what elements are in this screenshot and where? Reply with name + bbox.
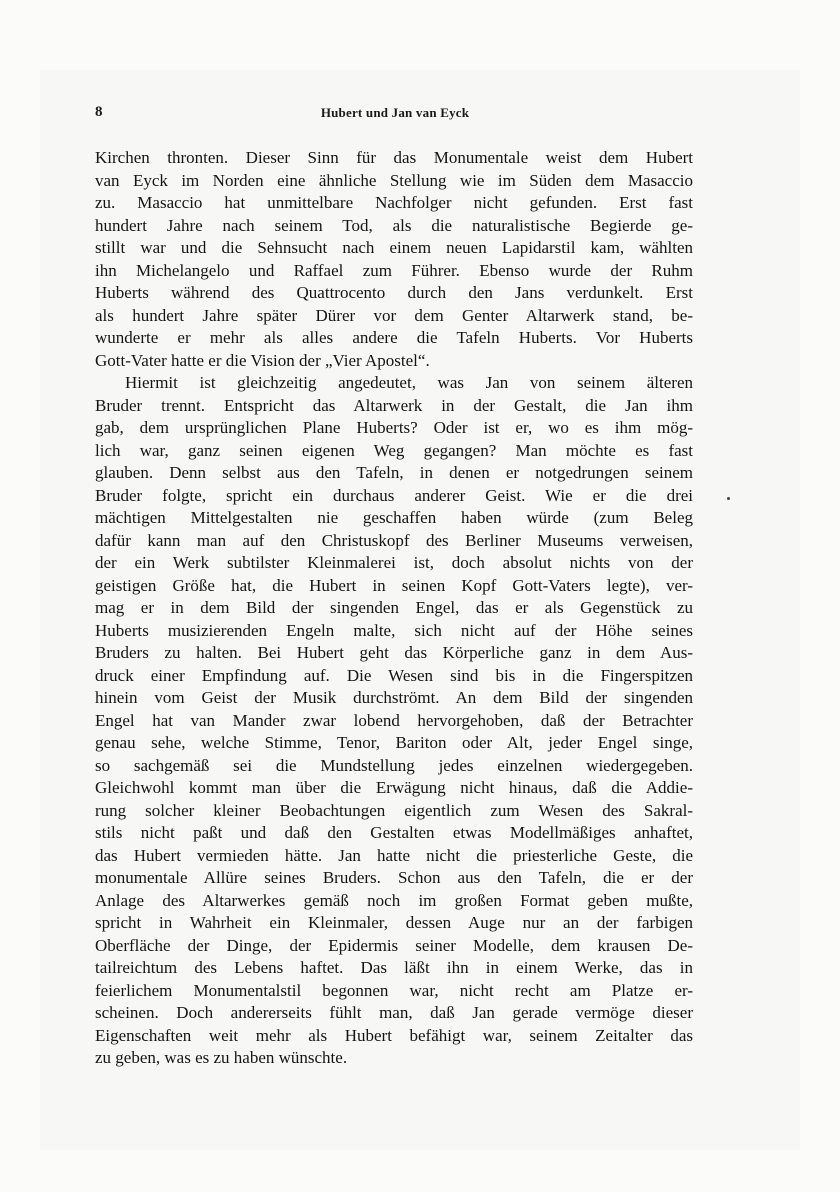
text-line: feierlichem Monumentalstil begonnen war, nicht recht am Platze er-	[95, 980, 693, 1000]
text-line: stils nicht paßt und daß den Gestalten etwas Modellmäßiges anhaftet,	[95, 823, 693, 842]
text-line: Bruder trennt. Entspricht das Altarwerk in der Gestalt, die Jan ihm	[95, 395, 693, 415]
text-line: zu geben, was es zu haben wünschte.	[95, 1048, 348, 1067]
text-line: Bruders zu halten. Bei Hubert geht das Körperliche ganz in dem Aus-	[95, 643, 693, 662]
text-line: Hiermit ist gleichzeitig angedeutet, was Jan von seinem älteren	[125, 373, 693, 392]
text-line: so sachgemäß sei die Mundstellung jedes einzelnen wiedergegeben.	[95, 755, 693, 775]
text-line: hinein vom Geist der Musik durchströmt. An dem Bild der singenden	[95, 688, 693, 707]
text-line: ihn Michelangelo und Raffael zum Führer. Ebenso wurde der Ruhm	[95, 260, 693, 280]
text-line: lich war, ganz seinen eigenen Weg gegangen? Man möchte es fast	[95, 440, 693, 460]
paragraph-2	[95, 372, 693, 1070]
text-line: dafür kann man auf den Christuskopf des Berliner Museums verweisen,	[95, 530, 693, 550]
text-line: mag er in dem Bild der singenden Engel, das er als Gegenstück zu	[95, 598, 693, 617]
text-line: gab, dem ursprünglichen Plane Huberts? Oder ist er, wo es ihm mög-	[95, 418, 693, 437]
text-line: hundert Jahre nach seinem Tod, als die naturalistische Begierde ge-	[95, 215, 693, 235]
text-line: genau sehe, welche Stimme, Tenor, Bariton oder Alt, jeder Engel singe,	[95, 733, 693, 752]
running-head	[95, 104, 695, 126]
text-line: Gleichwohl kommt man über die Erwägung nicht hinaus, daß die Addie-	[95, 778, 693, 797]
page-number: 8	[95, 104, 103, 120]
text-line: mächtigen Mittelgestalten nie geschaffen haben würde (zum Beleg	[95, 508, 693, 527]
text-line: druck einer Empfindung auf. Die Wesen sind bis in die Fingerspitzen	[95, 665, 693, 685]
text-line: Huberts während des Quattrocento durch den Jans verdunkelt. Erst	[95, 283, 693, 302]
text-line: das Hubert vermieden hätte. Jan hatte nicht die priesterliche Geste, die	[95, 845, 693, 865]
text-line: als hundert Jahre später Dürer vor dem Genter Altarwerk stand, be-	[95, 305, 693, 325]
text-line: monumentale Allüre seines Bruders. Schon aus den Tafeln, die er der	[95, 868, 693, 887]
paragraph-1	[95, 147, 693, 372]
text-line: scheinen. Doch andererseits fühlt man, daß Jan gerade vermöge dieser	[95, 1003, 693, 1022]
text-line: spricht in Wahrheit ein Kleinmaler, dessen Auge nur an der farbigen	[95, 913, 693, 932]
text-line: Oberfläche der Dinge, der Epidermis seiner Modelle, dem krausen De-	[95, 935, 693, 955]
text-line: Gott-Vater hatte er die Vision der „Vier Apostel“.	[95, 350, 430, 370]
body-text	[95, 147, 693, 1070]
text-line: stillt war und die Sehnsucht nach einem neuen Lapidarstil kam, wählten	[95, 238, 693, 257]
text-line: wunderte er mehr als alles andere die Tafeln Huberts. Vor Huberts	[95, 328, 693, 347]
margin-mark	[727, 497, 730, 500]
text-line: Anlage des Altarwerkes gemäß noch im großen Format geben mußte,	[95, 890, 693, 910]
text-line: geistigen Größe hat, die Hubert in seinen Kopf Gott-Vaters legte), ver-	[95, 575, 693, 595]
text-line: Huberts musizierenden Engeln malte, sich nicht auf der Höhe seines	[95, 620, 693, 640]
text-line: Eigenschaften weit mehr als Hubert befähigt war, seinem Zeitalter das	[95, 1025, 693, 1045]
text-line: rung solcher kleiner Beobachtungen eigentlich zum Wesen des Sakral-	[95, 800, 693, 820]
text-line: zu. Masaccio hat unmittelbare Nachfolger nicht gefunden. Erst fast	[95, 193, 693, 212]
text-line: Engel hat van Mander zwar lobend hervorgehoben, daß der Betrachter	[95, 710, 693, 730]
text-line: Bruder folgte, spricht ein durchaus anderer Geist. Wie er die drei	[95, 485, 693, 505]
text-line: der ein Werk subtilster Kleinmalerei ist, doch absolut nichts von der	[95, 553, 693, 572]
text-line: tailreichtum des Lebens haftet. Das läßt ihn in einem Werke, das in	[95, 958, 693, 977]
text-line: glauben. Denn selbst aus den Tafeln, in denen er notgedrungen seinem	[95, 463, 693, 482]
running-title: Hubert und Jan van Eyck	[320, 105, 470, 120]
text-line: Kirchen thronten. Dieser Sinn für das Monumentale weist dem Hubert	[95, 148, 693, 167]
text-line: van Eyck im Norden eine ähnliche Stellung wie im Süden dem Masaccio	[95, 170, 693, 190]
